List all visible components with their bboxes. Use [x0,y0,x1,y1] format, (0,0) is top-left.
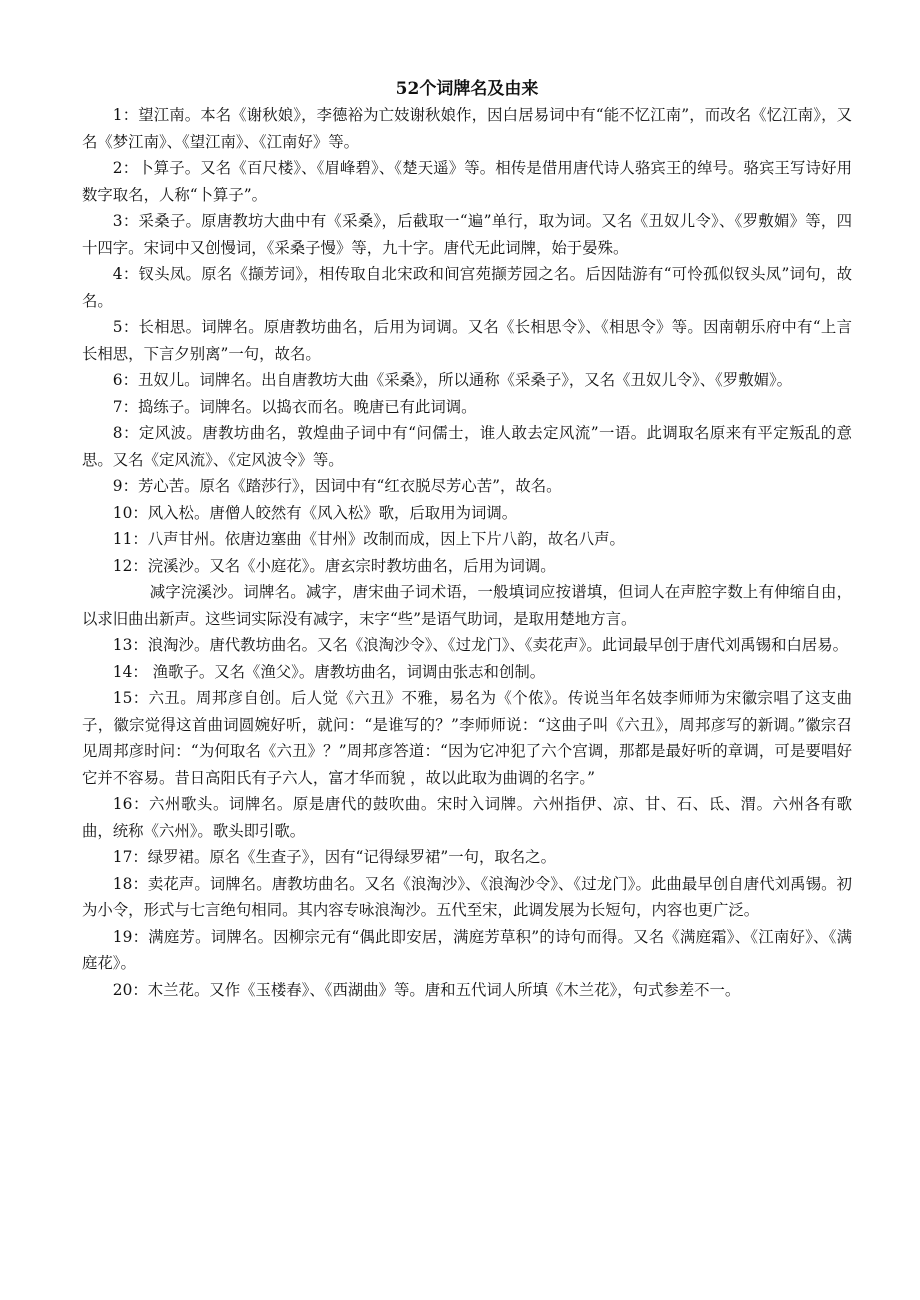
entry-6: 6：丑奴儿。词牌名。出自唐教坊大曲《采桑》，所以通称《采桑子》，又名《丑奴儿令》、《罗敷媚》。 [112,371,793,389]
entry-1: 1：望江南。本名《谢秋娘》，李德裕为亡妓谢秋娘作，因白居易词中有“能不忆江南”，而改名《忆江南》，又名《梦江南》、《望江南》、《江南好》等。 [82,106,852,151]
entry-20: 20：木兰花。又作《玉楼春》、《西湖曲》等。唐和五代词人所填《木兰花》，句式参差不一。 [112,980,741,999]
entry-18: 18：卖花声。词牌名。唐教坊曲名。又名《浪淘沙》、《浪淘沙令》、《过龙门》。此曲最早创自唐代刘禹锡。初为小令，形式与七言绝句相同。其内容专咏浪淘沙。五代至宋，此调发展为长短句，内容也更广泛。 [82,874,852,919]
entry-10: 10：风入松。唐僧人皎然有《风入松》歌，后取用为词调。 [112,503,518,522]
entry-4: 4：钗头凤。原名《撷芳词》，相传取自北宋政和间宫苑撷芳园之名。后因陆游有“可怜孤似钗头凤”词句，故名。 [82,265,852,310]
entry-15: 15：六丑。周邦彦自创。后人觉《六丑》不雅，易名为《个侬》。传说当年名妓李师师为宋徽宗唱了这支曲子，徽宗觉得这首曲词圆婉好听，就问：“是谁写的？”李师师说：“这曲子叫《六丑》，周邦彦写的新调。”徽宗召见周邦彦时问：“为何取名《六丑》？”周邦彦答道：“因为它冲犯了六个宫调，那都是最好听的章调，可是要唱好它并不容易。昔日高阳氏有子六人，富才华而貌 ，故以此取为曲调的名字。” [82,689,852,787]
entry-3: 3：采桑子。原唐教坊大曲中有《采桑》，后截取一“遍”单行，取为词。又名《丑奴儿令》、《罗敷媚》等，四十四字。宋词中又创慢词，《采桑子慢》等，九十字。唐代无此词牌，始于晏殊。 [82,212,852,257]
entry-9: 9：芳心苦。原名《踏莎行》，因词中有“红衣脱尽芳心苦”，故名。 [112,477,562,495]
entry-13: 13：浪淘沙。唐代教坊曲名。又名《浪淘沙令》、《过龙门》、《卖花声》。此词最早创于唐代刘禹锡和白居易。 [112,636,849,654]
entry-7: 7：捣练子。词牌名。以捣衣而名。晚唐已有此词调。 [112,397,477,416]
entry-14: 14： 渔歌子。又名《渔父》。唐教坊曲名，词调由张志和创制。 [112,662,546,681]
entry-2: 2：卜算子。又名《百尺楼》、《眉峰碧》、《楚天遥》等。相传是借用唐代诗人骆宾王的绰号。骆宾王写诗好用数字取名，人称“卜算子”。 [82,159,852,204]
entry-5: 5：长相思。词牌名。原唐教坊曲名，后用为词调。又名《长相思令》、《相思令》等。因南朝乐府中有“上言长相思，下言夕别离”一句，故名。 [82,318,852,363]
entry-8: 8：定风波。唐教坊曲名，敦煌曲子词中有“问儒士，谁人敢去定风流”一语。此调取名原来有平定叛乱的意思。又名《定风流》、《定风波令》等。 [82,424,852,469]
entry-12: 12：浣溪沙。又名《小庭花》。唐玄宗时教坊曲名，后用为词调。 [112,556,556,575]
document-page [82,78,852,1003]
entry-11: 11：八声甘州。依唐边塞曲《甘州》改制而成，因上下片八韵，故名八声。 [112,530,625,548]
entry-12-subentry: 减字浣溪沙。词牌名。减字，唐宋曲子词术语，一般填词应按谱填，但词人在声腔字数上有伸缩自由，以求旧曲出新声。这些词实际没有减字，末字“些”是语气助词，是取用楚地方言。 [82,583,852,628]
entry-17: 17：绿罗裙。原名《生查子》，因有“记得绿罗裙”一句，取名之。 [112,848,556,866]
entry-19: 19：满庭芳。词牌名。因柳宗元有“偶此即安居，满庭芳草积”的诗句而得。又名《满庭霜》、《江南好》、《满庭花》。 [82,927,852,972]
entry-16: 16：六州歌头。词牌名。原是唐代的鼓吹曲。宋时入词牌。六州指伊、凉、甘、石、氐、渭。六州各有歌曲，统称《六州》。歌头即引歌。 [82,795,852,840]
page-title: 52个词牌名及由来 [395,79,539,99]
